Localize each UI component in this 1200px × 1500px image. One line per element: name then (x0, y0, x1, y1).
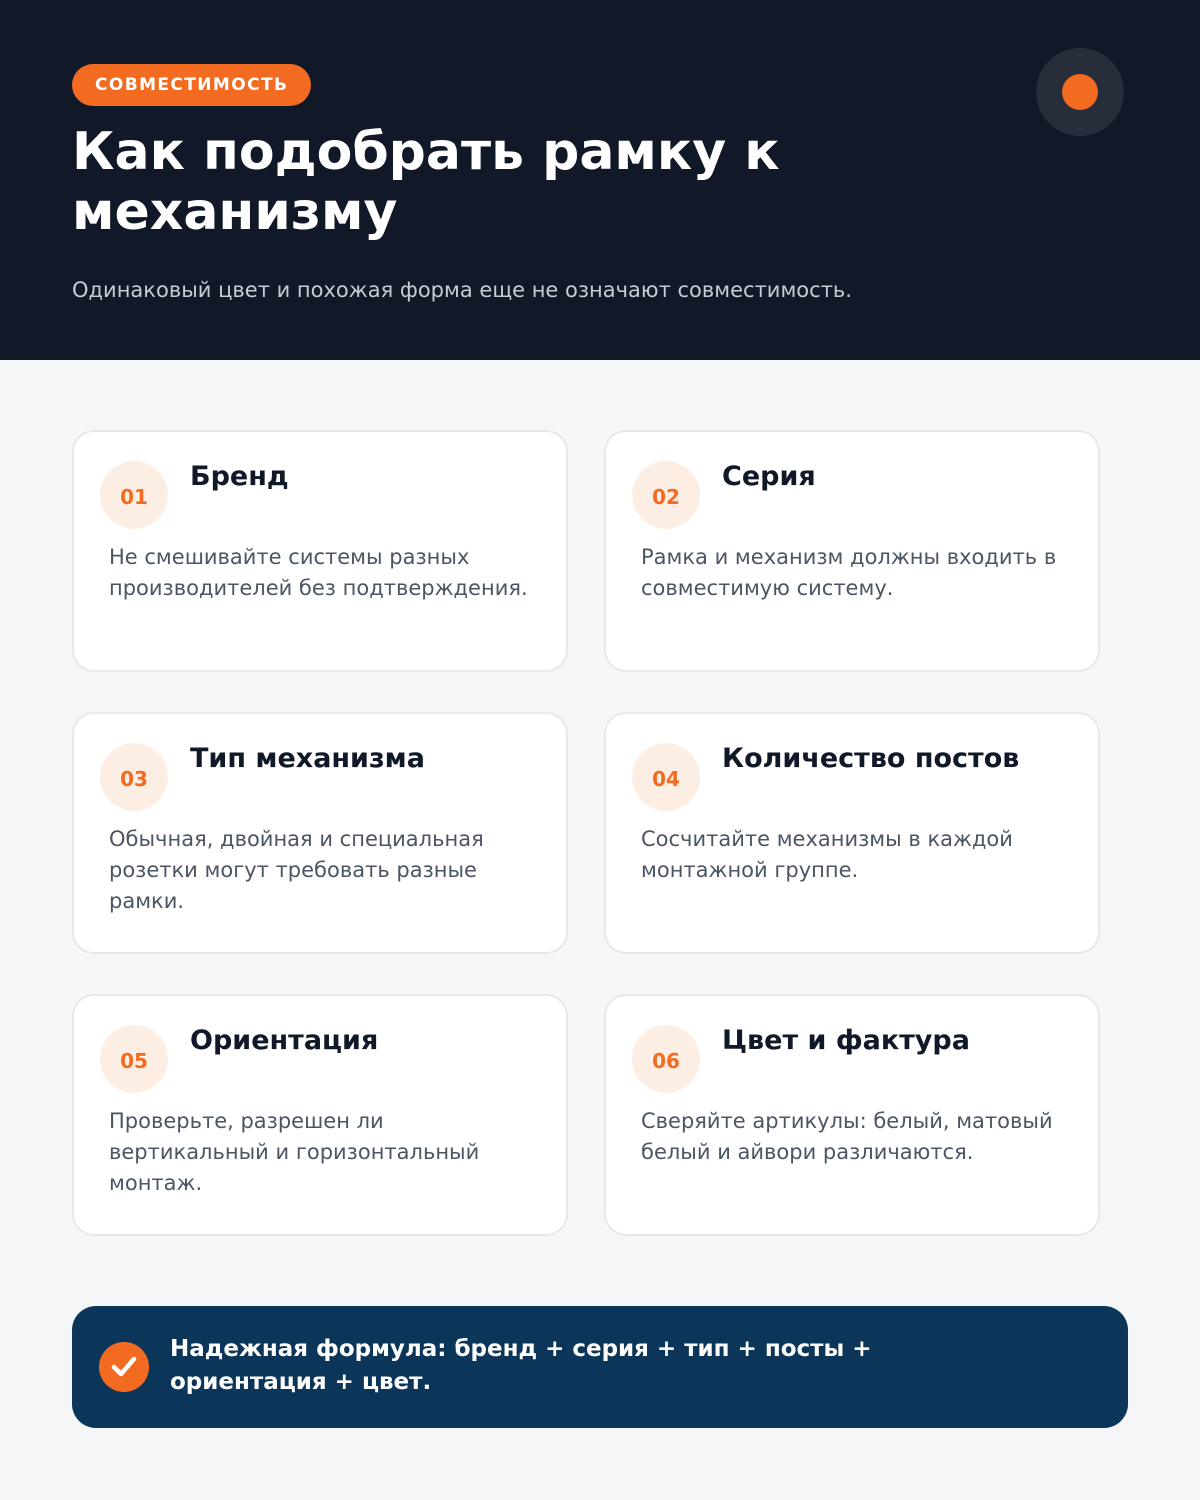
formula-text: Надежная формула: бренд + серия + тип + посты + ориентация + цвет. (170, 1336, 872, 1395)
card-title: Серия (722, 461, 816, 492)
card-number: 02 (632, 461, 700, 529)
check-circle-icon (99, 1342, 149, 1392)
card-title: Цвет и фактура (722, 1025, 970, 1056)
card-text: Не смешивайте системы разных производителей без подтверждения. (109, 545, 528, 600)
card-number: 03 (100, 743, 168, 811)
card-text: Проверьте, разрешен ли вертикальный и горизонтальный монтаж. (109, 1109, 480, 1195)
card-text: Рамка и механизм должны входить в совместимую систему. (641, 545, 1057, 600)
card-brand (72, 430, 568, 672)
hero-header (0, 0, 1200, 360)
card-title: Бренд (190, 461, 289, 492)
card-number: 01 (100, 461, 168, 529)
card-number: 04 (632, 743, 700, 811)
page-title: Как подобрать рамку к механизму (72, 122, 780, 242)
card-title: Ориентация (190, 1025, 379, 1056)
card-text: Сосчитайте механизмы в каждой монтажной группе. (641, 827, 1013, 882)
card-post-count (604, 712, 1100, 954)
formula-banner (72, 1306, 1128, 1428)
card-number: 06 (632, 1025, 700, 1093)
card-text: Сверяйте артикулы: белый, матовый белый и айвори различаются. (641, 1109, 1053, 1164)
card-title: Тип механизма (190, 743, 425, 774)
page-subtitle: Одинаковый цвет и похожая форма еще не означают совместимость. (72, 278, 852, 302)
card-series (604, 430, 1100, 672)
category-badge: СОВМЕСТИМОСТЬ (72, 64, 311, 106)
card-number: 05 (100, 1025, 168, 1093)
card-title: Количество постов (722, 743, 1020, 774)
card-text: Обычная, двойная и специальная розетки могут требовать разные рамки. (109, 827, 484, 913)
decorative-dot-icon (1062, 74, 1098, 110)
card-color-texture (604, 994, 1100, 1236)
card-mechanism-type (72, 712, 568, 954)
card-orientation (72, 994, 568, 1236)
